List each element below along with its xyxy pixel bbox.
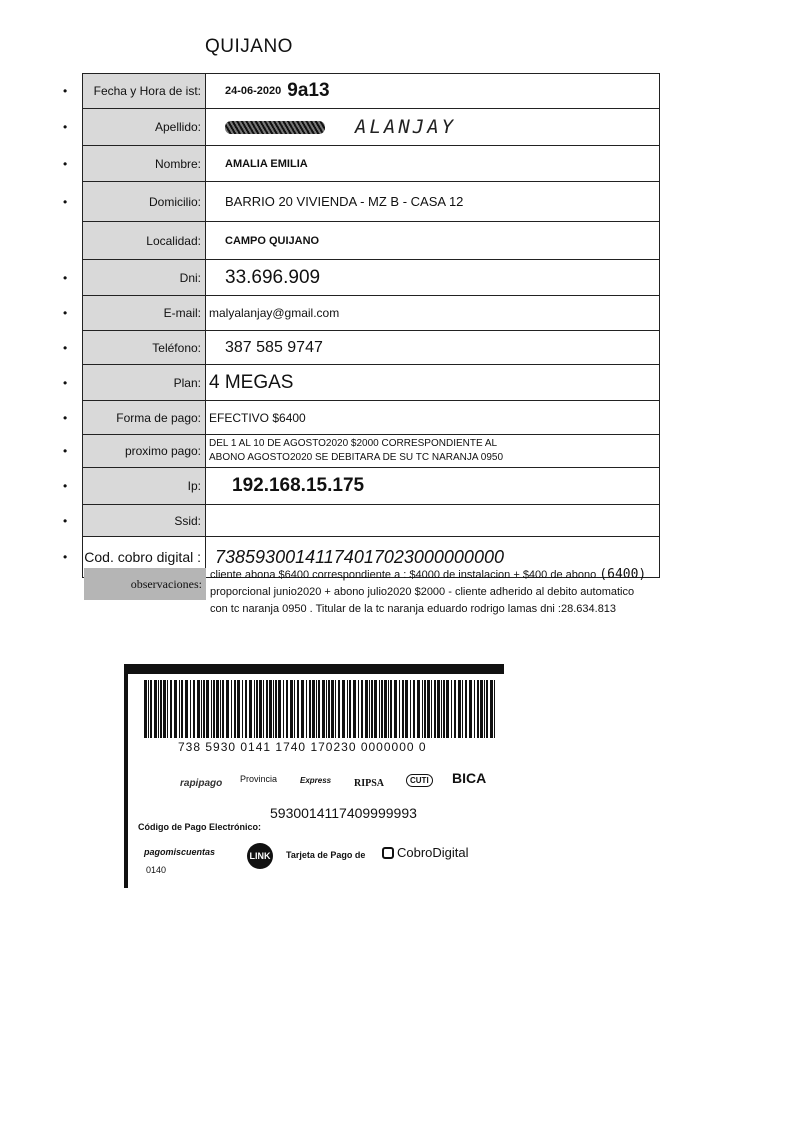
value-ip: 192.168.15.175	[232, 475, 365, 496]
cobrodigital-icon	[382, 847, 394, 859]
barcode-bar	[410, 680, 411, 738]
rapipago-logo: rapipago	[180, 778, 223, 789]
barcode-bar	[374, 680, 377, 738]
value-forma-pago: EFECTIVO $6400	[209, 410, 306, 425]
barcode-bar	[275, 680, 277, 738]
barcode-bar	[294, 680, 295, 738]
row-ip	[63, 468, 659, 505]
payment-logos	[140, 770, 500, 804]
barcode-bar	[226, 680, 229, 738]
label-domicilio: Domicilio:	[83, 182, 206, 221]
row-email	[63, 296, 659, 331]
barcode-bar	[206, 680, 209, 738]
pay-code: 5930014117409999993	[270, 805, 417, 821]
barcode-bar	[490, 680, 493, 738]
barcode-bar	[201, 680, 202, 738]
barcode-bar	[484, 680, 485, 738]
barcode-bar	[335, 680, 336, 738]
proximo-pago-line2: ABONO AGOSTO2020 SE DEBITARA DE SU TC NARANJA 0950	[209, 452, 503, 463]
barcode-bar	[486, 680, 488, 738]
hora-value: 9a13	[287, 80, 330, 101]
barcode-bar	[193, 680, 195, 738]
cuti-logo: CUTI	[406, 774, 433, 787]
value-apellido	[207, 109, 659, 145]
barcode-bar	[154, 680, 157, 738]
bullet: •	[63, 375, 68, 390]
value-proximo-pago	[207, 435, 659, 467]
bullet: •	[63, 479, 68, 493]
client-form-table	[63, 73, 660, 578]
provincia-logo: Provincia	[240, 774, 278, 784]
barcode-bar	[290, 680, 293, 738]
barcode-bar	[443, 680, 445, 738]
row-fecha	[63, 74, 659, 109]
barcode-bar	[190, 680, 191, 738]
barcode-bar	[451, 680, 452, 738]
barcode-bar	[273, 680, 274, 738]
barcode-bar	[266, 680, 268, 738]
bullet: •	[63, 156, 68, 171]
barcode-bar	[358, 680, 359, 738]
label-fecha: Fecha y Hora de ist:	[83, 74, 206, 108]
barcode-bar	[181, 680, 183, 738]
barcode-bar	[316, 680, 317, 738]
barcode-bar	[331, 680, 334, 738]
barcode-bar	[361, 680, 363, 738]
barcode-bar	[322, 680, 325, 738]
barcode-bar	[306, 680, 307, 738]
barcode-bar	[234, 680, 236, 738]
label-apellido: Apellido:	[83, 109, 206, 145]
barcode-bar	[249, 680, 252, 738]
label-dni: Dni:	[83, 260, 206, 295]
cobrodigital-text: CobroDigital	[397, 845, 469, 860]
label-localidad: Localidad:	[83, 222, 206, 259]
bullet: •	[63, 513, 68, 528]
barcode-bar	[259, 680, 262, 738]
ripsa-logo: RIPSA	[354, 778, 385, 789]
barcode-bar	[263, 680, 264, 738]
value-fecha	[207, 74, 659, 108]
barcode-bar	[427, 680, 430, 738]
proximo-pago-line1: DEL 1 AL 10 DE AGOSTO2020 $2000 CORRESPONDIENTE AL	[209, 438, 498, 449]
label-email: E-mail:	[83, 296, 206, 330]
barcode-bar	[417, 680, 420, 738]
label-nombre: Nombre:	[83, 146, 206, 181]
barcode-bar	[211, 680, 212, 738]
row-proximo-pago	[63, 435, 659, 468]
bullet: •	[63, 340, 68, 355]
row-forma-pago	[63, 401, 659, 435]
barcode-bar	[379, 680, 380, 738]
barcode-bar	[494, 680, 495, 738]
bullet: •	[63, 120, 68, 134]
barcode-bar	[437, 680, 440, 738]
label-proximo-pago: proximo pago:	[83, 435, 206, 467]
barcode-bar	[231, 680, 232, 738]
barcode-bar	[158, 680, 159, 738]
barcode-bar	[278, 680, 281, 738]
barcode-bar	[338, 680, 340, 738]
barcode-bar	[469, 680, 472, 738]
value-localidad: CAMPO QUIJANO	[225, 234, 320, 247]
barcode-bar	[347, 680, 348, 738]
barcode-bar	[402, 680, 404, 738]
value-plan: 4 MEGAS	[209, 371, 294, 393]
row-plan	[63, 365, 659, 401]
obs-line-3: con tc naranja 0950 . Titular de la tc naranja eduardo rodrigo lamas dni :28.634.813	[210, 603, 617, 615]
barcode-bar	[197, 680, 200, 738]
bullet: •	[63, 194, 68, 209]
coupon-left-edge	[124, 664, 128, 888]
barcode-bar	[242, 680, 243, 738]
label-cod-cobro: Cod. cobro digital :	[83, 537, 206, 577]
barcode-bar	[462, 680, 463, 738]
payment-coupon	[124, 664, 504, 888]
row-localidad	[83, 222, 659, 260]
barcode-bar	[174, 680, 177, 738]
barcode-bar	[269, 680, 272, 738]
barcode-bar	[394, 680, 397, 738]
cobrodigital-logo	[382, 845, 469, 860]
barcode-bar	[328, 680, 330, 738]
barcode-bar	[454, 680, 456, 738]
barcode-bar	[371, 680, 373, 738]
tarjeta-label: Tarjeta de Pago de	[286, 850, 366, 860]
barcode-bar	[342, 680, 345, 738]
observaciones-label: observaciones:	[84, 568, 206, 600]
crossed-out-text	[225, 121, 325, 134]
barcode-bar	[390, 680, 392, 738]
label-ip: Ip:	[83, 468, 206, 504]
barcode-bar	[465, 680, 467, 738]
barcode-bar	[353, 680, 356, 738]
barcode-bar	[160, 680, 162, 738]
barcode-bar	[283, 680, 284, 738]
label-telefono: Teléfono:	[83, 331, 206, 364]
row-apellido	[63, 109, 659, 146]
bottom-logos	[140, 847, 500, 877]
barcode-bar	[388, 680, 389, 738]
barcode-bar	[405, 680, 408, 738]
barcode-bar	[381, 680, 383, 738]
barcode-bar	[434, 680, 436, 738]
barcode-bar	[424, 680, 426, 738]
barcode-bar	[179, 680, 180, 738]
label-forma-pago: Forma de pago:	[83, 401, 206, 434]
label-plan: Plan:	[83, 365, 206, 400]
barcode-bar	[245, 680, 247, 738]
row-ssid	[63, 505, 659, 537]
row-nombre	[63, 146, 659, 182]
barcode-bar	[163, 680, 166, 738]
barcode-bar	[480, 680, 483, 738]
bullet: •	[63, 444, 68, 458]
bullet: •	[63, 270, 68, 285]
page-title: QUIJANO	[205, 36, 293, 57]
obs-line-1-text: cliente abona $6400 correspondiente a : $4000 de instalacion + $400 de abono	[210, 569, 597, 581]
row-dni	[63, 260, 659, 296]
barcode-bar	[301, 680, 304, 738]
barcode-bar	[309, 680, 311, 738]
apellido-handwritten: ALANJAY	[355, 116, 457, 138]
value-domicilio: BARRIO 20 VIVIENDA - MZ B - CASA 12	[225, 194, 464, 209]
bullet: •	[63, 84, 68, 98]
barcode-bar	[237, 680, 240, 738]
value-telefono: 387 585 9747	[225, 338, 323, 356]
bullet: •	[63, 550, 68, 564]
barcode-bar	[213, 680, 215, 738]
bullet: •	[63, 410, 68, 425]
barcode-bar	[477, 680, 479, 738]
barcode-bar	[254, 680, 255, 738]
barcode-bar	[369, 680, 370, 738]
fecha-date: 24-06-2020	[225, 85, 282, 97]
barcode-bar	[384, 680, 387, 738]
barcode-bar	[222, 680, 224, 738]
barcode-bar	[312, 680, 315, 738]
coupon-top-bar	[124, 664, 504, 674]
barcode-digits: 738 5930 0141 1740 170230 0000000 0	[178, 740, 427, 754]
barcode-bar	[413, 680, 415, 738]
value-nombre: AMALIA EMILIA	[225, 157, 308, 170]
barcode-bar	[422, 680, 423, 738]
barcode-bar	[220, 680, 221, 738]
barcode-bar	[148, 680, 149, 738]
barcode-bar	[185, 680, 188, 738]
value-dni: 33.696.909	[225, 266, 321, 288]
link-logo: LINK	[247, 843, 273, 869]
pagomiscuentas-logo: pagomiscuentas	[144, 847, 216, 857]
barcode-bar	[256, 680, 258, 738]
obs-line-2: proporcional junio2020 + abono julio2020 $2000 - cliente adherido al debito automatico	[210, 586, 635, 598]
row-telefono	[63, 331, 659, 365]
barcode-bar	[286, 680, 288, 738]
express-logo: Express	[300, 776, 332, 785]
barcode-bar	[458, 680, 461, 738]
barcode-bar	[446, 680, 449, 738]
value-cod-cobro: 7385930014117401702300000000​0	[215, 546, 504, 567]
value-email: malyalanjay@gmail.com	[209, 306, 340, 320]
barcode-bar	[318, 680, 320, 738]
pay-code-label: Código de Pago Electrónico:	[138, 822, 262, 832]
barcode-bar	[474, 680, 475, 738]
row-domicilio	[63, 182, 659, 222]
bullet: •	[63, 306, 68, 320]
label-ssid: Ssid:	[83, 505, 206, 536]
barcode-bar	[216, 680, 219, 738]
pagomiscuentas-code: 0140	[146, 865, 167, 875]
barcode-bar	[203, 680, 205, 738]
bica-logo: BICA	[452, 770, 487, 786]
barcode-bar	[349, 680, 351, 738]
barcode-bar	[144, 680, 147, 738]
barcode-bar	[326, 680, 327, 738]
value-ssid	[207, 505, 659, 536]
obs-line-1	[210, 566, 660, 584]
barcode-bar	[170, 680, 172, 738]
barcode-bar	[431, 680, 432, 738]
barcode-bar	[167, 680, 168, 738]
barcode-bar	[297, 680, 299, 738]
barcode-bar	[441, 680, 442, 738]
barcode-bar	[150, 680, 152, 738]
barcode-bar	[365, 680, 368, 738]
obs-annotation: (6400)	[599, 567, 647, 582]
barcode-bar	[399, 680, 400, 738]
observaciones-text	[210, 566, 660, 618]
